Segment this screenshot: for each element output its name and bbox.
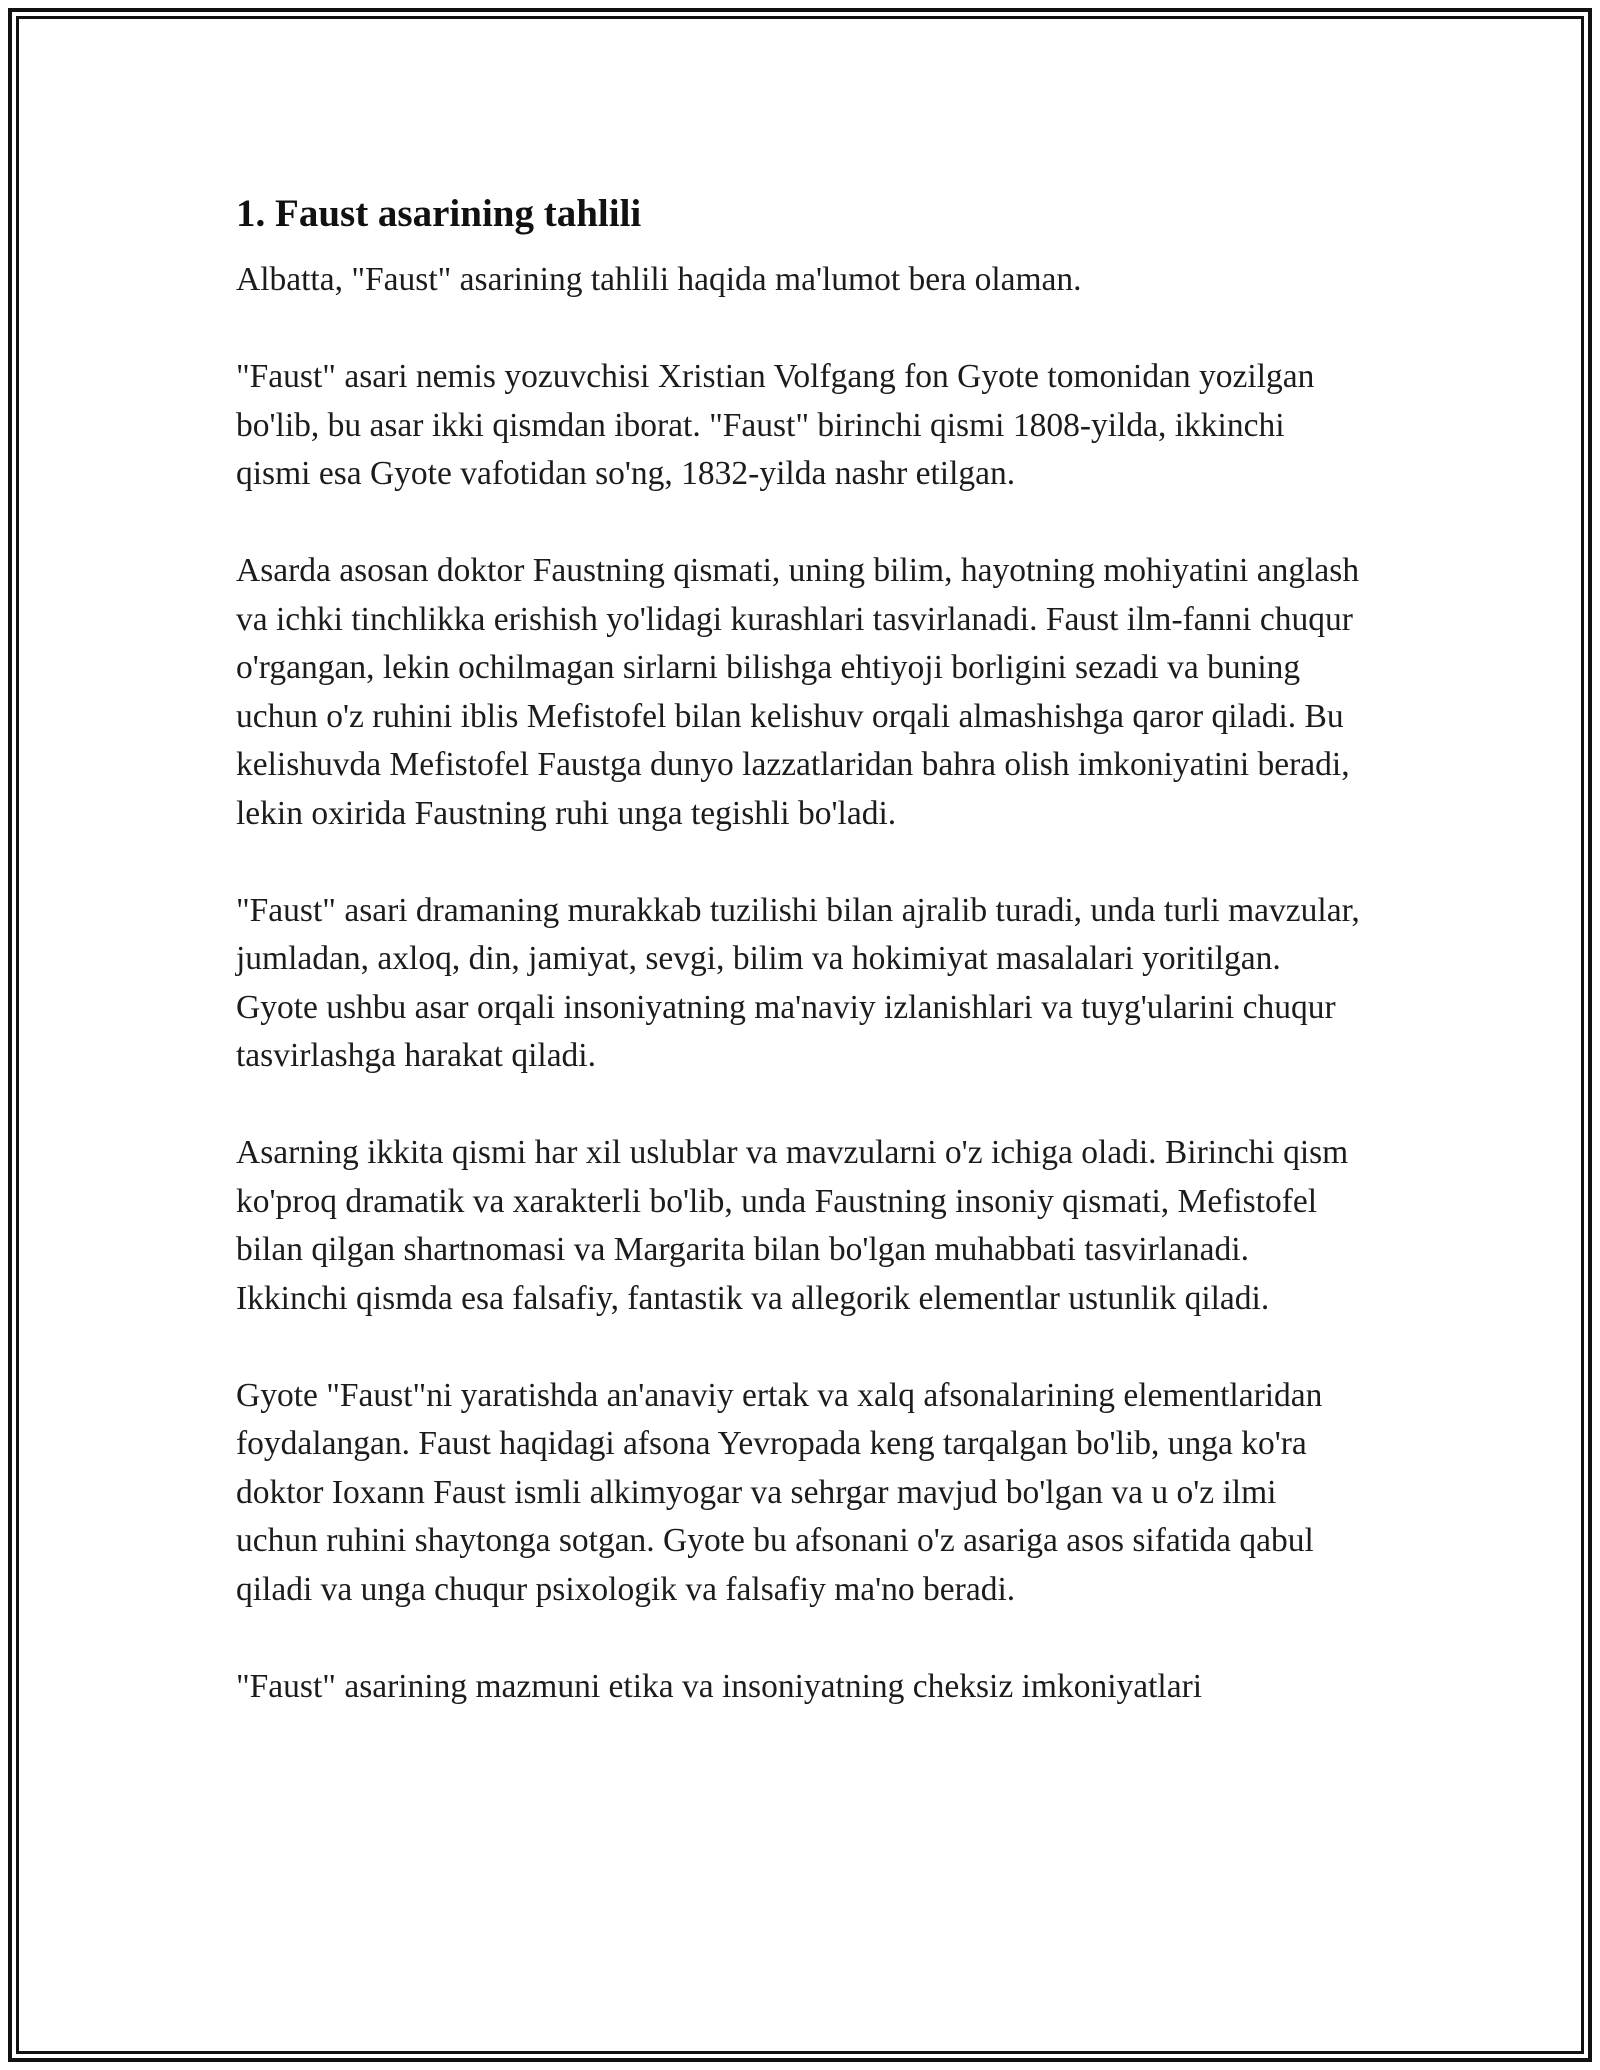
paragraph-intro: Albatta, "Faust" asarining tahlili haqida ma'lumot bera olaman.	[236, 261, 1082, 298]
paragraph-legend: Gyote "Faust"ni yaratishda an'anaviy ertak va xalq afsonalarining elementlaridan foydalangan. Faust haqidagi afsona Yevropada keng tarqalgan bo'lib, unga ko'ra doktor Ioxann Faust ismli alkimyogar va sehrgar mavjud bo'lgan va u o'z ilmi uchun ruhini shaytonga sotgan. Gyote bu afsonani o'z asariga asos sifatida qabul qiladi va unga chuqur psixologik va falsafiy ma'no beradi.	[236, 1376, 1323, 1608]
paragraph-content: "Faust" asarining mazmuni etika va insoniyatning cheksiz imkoniyatlari	[236, 1667, 1203, 1705]
paragraph-two-parts: Asarning ikkita qismi har xil uslublar va mavzularni o'z ichiga oladi. Birinchi qism ko'proq dramatik va xarakterli bo'lib, unda Faustning insoniy qismati, Mefistofel bilan qilgan shartnomasi va Margarita bilan bo'lgan muhabbati tasvirlanadi. Ikkinchi qismda esa falsafiy, fantastik va allegorik elementlar ustunlik qiladi.	[236, 1134, 1349, 1317]
paragraph-authorship: "Faust" asari nemis yozuvchisi Xristian Volfgang fon Gyote tomonidan yozilgan bo'lib, bu asar ikki qismdan iborat. "Faust" birinchi qismi 1808-yilda, ikkinchi qismi esa Gyote vafotidan so'ng, 1832-yilda nashr etilgan.	[236, 358, 1315, 492]
paragraph-plot: Asarda asosan doktor Faustning qismati, uning bilim, hayotning mohiyatini anglash va ichki tinchlikka erishish yo'lidagi kurashlari tasvirlanadi. Faust ilm-fanni chuqur o'rgangan, lekin ochilmagan sirlarni bilishga ehtiyoji borligini sezadi va buning uchun o'z ruhini iblis Mefistofel bilan kelishuv orqali almashishga qaror qiladi. Bu kelishuvda Mefistofel Faustga dunyo lazzatlaridan bahra olish imkoniyatini beradi, lekin oxirida Faustning ruhi unga tegishli bo'ladi.	[236, 552, 1360, 832]
document-body	[236, 186, 1366, 1711]
paragraph-structure: "Faust" asari dramaning murakkab tuzilishi bilan ajralib turadi, unda turli mavzular, jumladan, axloq, din, jamiyat, sevgi, bilim va hokimiyat masalalari yoritilgan. Gyote ushbu asar orqali insoniyatning ma'naviy izlanishlari va tuyg'ularini chuqur tasvirlashga harakat qiladi.	[236, 891, 1360, 1074]
section-heading: 1. Faust asarining tahlili	[236, 192, 642, 235]
